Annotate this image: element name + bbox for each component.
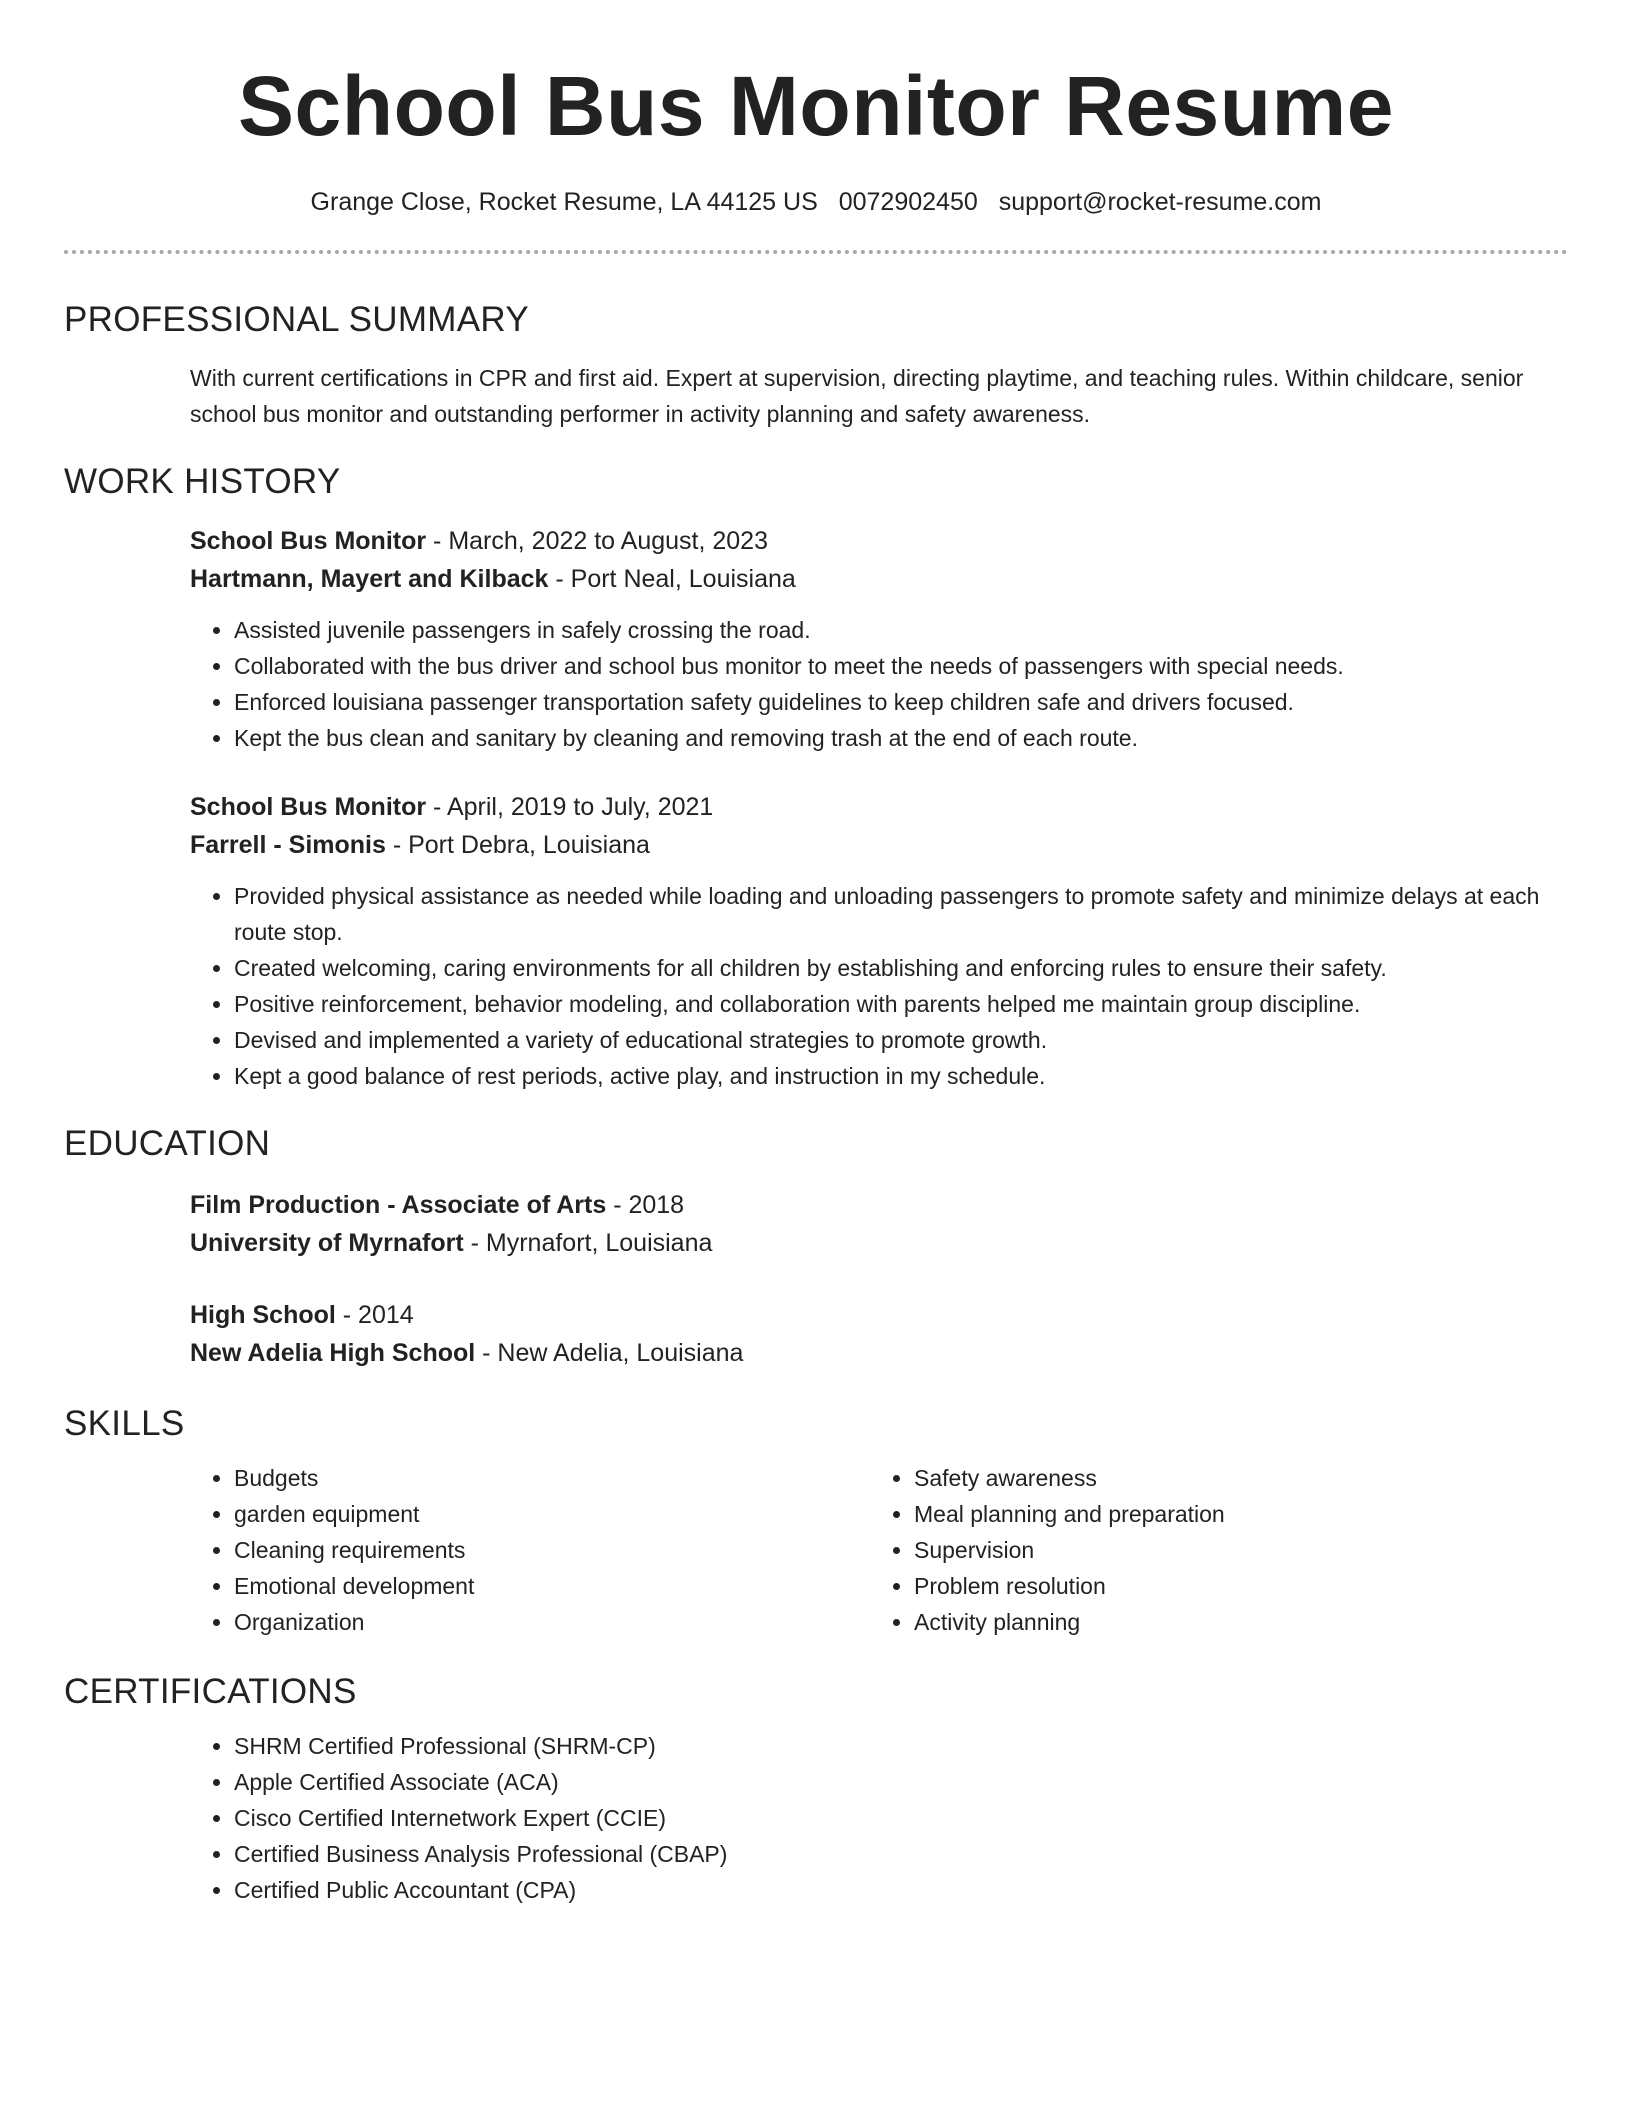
- list-item: • Devised and implemented a variety of educational strategies to promote growth.: [234, 1022, 1568, 1058]
- list-item: • Organization: [234, 1604, 870, 1640]
- list-item: • Provided physical assistance as needed while loading and unloading passengers to promote safety and minimize delays at each route stop.: [234, 878, 1568, 950]
- list-item: • garden equipment: [234, 1496, 870, 1532]
- job-title: School Bus Monitor: [190, 527, 427, 555]
- degree-line: [190, 1186, 1568, 1224]
- school-location: - New Adelia, Louisiana: [475, 1339, 744, 1367]
- certifications-list: [190, 1728, 1568, 1908]
- skills-grid: [190, 1460, 1568, 1640]
- job-company-line: [190, 560, 1568, 598]
- job-title: School Bus Monitor: [190, 793, 427, 821]
- summary-heading: PROFESSIONAL SUMMARY: [64, 300, 529, 339]
- work-history-heading: WORK HISTORY: [64, 462, 341, 501]
- list-item: • Safety awareness: [914, 1460, 1550, 1496]
- contact-phone: 0072902450: [838, 188, 978, 216]
- list-item: • Cleaning requirements: [234, 1532, 870, 1568]
- degree-year: - 2014: [335, 1301, 414, 1329]
- school-name: University of Myrnafort: [190, 1229, 464, 1257]
- job-duties-list: [190, 612, 1568, 756]
- skills-list-right: [870, 1460, 1550, 1640]
- list-item: • Meal planning and preparation: [914, 1496, 1550, 1532]
- skills-section: [64, 1402, 1568, 1640]
- list-item: • Problem resolution: [914, 1568, 1550, 1604]
- certifications-heading: CERTIFICATIONS: [64, 1672, 357, 1711]
- skills-heading: SKILLS: [64, 1404, 185, 1443]
- education-section: [64, 1122, 1568, 1372]
- education-entry: [190, 1186, 1568, 1262]
- degree: High School: [190, 1301, 336, 1329]
- list-item: • SHRM Certified Professional (SHRM-CP): [234, 1728, 1568, 1764]
- job-title-line: [190, 788, 1568, 826]
- list-item: • Certified Public Accountant (CPA): [234, 1872, 1568, 1908]
- education-entry: [190, 1296, 1568, 1372]
- job-company-line: [190, 826, 1568, 864]
- list-item: • Certified Business Analysis Professional (CBAP): [234, 1836, 1568, 1872]
- job-dates: - April, 2019 to July, 2021: [426, 793, 714, 821]
- degree-line: [190, 1296, 1568, 1334]
- contact-line: [64, 186, 1568, 218]
- job-location: - Port Debra, Louisiana: [385, 831, 650, 859]
- list-item: • Created welcoming, caring environments for all children by establishing and enforcing rules to ensure their safety.: [234, 950, 1568, 986]
- summary-section: [64, 298, 1568, 432]
- degree-year: - 2018: [606, 1191, 685, 1219]
- list-item: • Budgets: [234, 1460, 870, 1496]
- list-item: • Enforced louisiana passenger transportation safety guidelines to keep children safe and drivers focused.: [234, 684, 1568, 720]
- list-item: • Collaborated with the bus driver and school bus monitor to meet the needs of passengers with special needs.: [234, 648, 1568, 684]
- job-entry: [190, 788, 1568, 1094]
- list-item: • Apple Certified Associate (ACA): [234, 1764, 1568, 1800]
- list-item: • Positive reinforcement, behavior modeling, and collaboration with parents helped me maintain group discipline.: [234, 986, 1568, 1022]
- job-entry: [190, 522, 1568, 756]
- job-location: - Port Neal, Louisiana: [548, 565, 796, 593]
- list-item: • Kept the bus clean and sanitary by cleaning and removing trash at the end of each route.: [234, 720, 1568, 756]
- list-item: • Activity planning: [914, 1604, 1550, 1640]
- contact-address: Grange Close, Rocket Resume, LA 44125 US: [310, 188, 818, 216]
- job-duties-list: [190, 878, 1568, 1094]
- work-history-section: [64, 460, 1568, 1094]
- list-item: • Emotional development: [234, 1568, 870, 1604]
- resume-title: School Bus Monitor Resume: [238, 59, 1394, 153]
- skills-list-left: [190, 1460, 870, 1640]
- school-name: New Adelia High School: [190, 1339, 476, 1367]
- header-divider: [64, 250, 1568, 254]
- list-item: • Kept a good balance of rest periods, active play, and instruction in my schedule.: [234, 1058, 1568, 1094]
- contact-email: support@rocket-resume.com: [998, 188, 1322, 216]
- school-line: [190, 1334, 1568, 1372]
- certifications-section: [64, 1670, 1568, 1908]
- summary-text: With current certifications in CPR and first aid. Expert at supervision, directing playtime, and teaching rules. Within childcare, senior school bus monitor and outstanding performer in activity planning and safety awareness.: [190, 365, 1524, 427]
- list-item: • Cisco Certified Internetwork Expert (CCIE): [234, 1800, 1568, 1836]
- education-heading: EDUCATION: [64, 1124, 271, 1163]
- list-item: • Assisted juvenile passengers in safely crossing the road.: [234, 612, 1568, 648]
- job-title-line: [190, 522, 1568, 560]
- school-line: [190, 1224, 1568, 1262]
- degree: Film Production - Associate of Arts: [190, 1191, 607, 1219]
- list-item: • Supervision: [914, 1532, 1550, 1568]
- job-company: Hartmann, Mayert and Kilback: [190, 565, 549, 593]
- job-company: Farrell - Simonis: [190, 831, 386, 859]
- school-location: - Myrnafort, Louisiana: [463, 1229, 713, 1257]
- job-dates: - March, 2022 to August, 2023: [426, 527, 768, 555]
